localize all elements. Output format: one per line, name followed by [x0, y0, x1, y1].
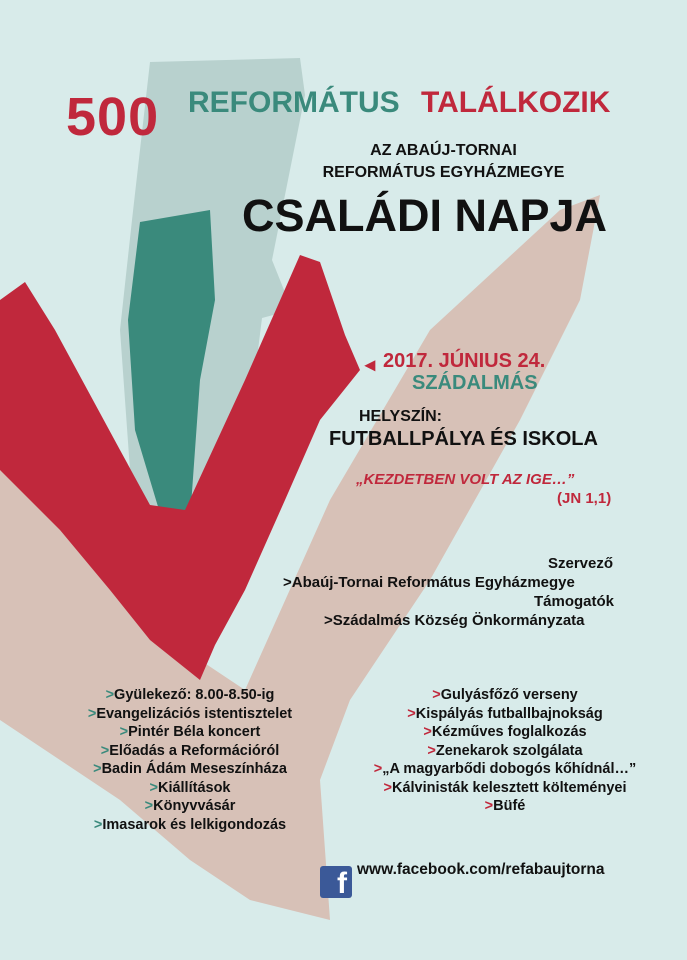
list-item [355, 705, 655, 724]
list-item-label: Előadás a Reformációról [109, 742, 280, 759]
list-item-label: Gulyásfőző verseny [440, 687, 578, 703]
arrow-icon: > [149, 779, 158, 796]
arrow-icon: > [432, 687, 441, 703]
venue-label: HELYSZÍN: [359, 408, 442, 425]
list-item-label: Könyvvásár [153, 798, 236, 814]
list-item-label: „A magyarbődi dobogós kőhídnál…” [382, 761, 637, 777]
header-word-talalkozik: TALÁLKOZIK [421, 86, 611, 119]
arrow-icon: > [423, 724, 432, 740]
header-word-reformatus: REFORMÁTUS [188, 86, 400, 119]
list-item-label: Kálvinisták kelesztett költeményei [391, 779, 627, 796]
arrow-icon: > [383, 779, 392, 796]
list-item [40, 686, 340, 705]
venue-name: FUTBALLPÁLYA ÉS ISKOLA [329, 428, 598, 450]
organizer-name: >Abaúj-Tornai Református Egyházmegye [283, 574, 575, 591]
list-item-label: Imasarok és lelkigondozás [102, 816, 287, 833]
arrow-icon: > [93, 761, 102, 777]
arrow-icon: > [87, 705, 97, 722]
number-500: 500 [66, 87, 160, 147]
organizer-label: Szervező [548, 555, 614, 572]
bible-quote: „KEZDETBEN VOLT AZ IGE…” [356, 471, 575, 488]
list-item [40, 705, 340, 724]
arrow-icon: > [484, 798, 494, 814]
facebook-icon[interactable] [320, 866, 352, 898]
arrow-icon: > [93, 816, 103, 833]
list-item-label: Büfé [493, 798, 526, 814]
program-list-right [355, 686, 655, 816]
list-item [355, 760, 655, 779]
supporters-label: Támogatók [534, 593, 615, 610]
arrow-icon: > [407, 705, 416, 722]
list-item [40, 723, 340, 742]
list-item [40, 742, 340, 761]
list-item-label: Pintér Béla koncert [128, 724, 261, 740]
arrow-icon: > [119, 724, 129, 740]
arrow-icon: > [144, 798, 154, 814]
bible-quote-reference: (JN 1,1) [557, 490, 612, 507]
program-list-left [40, 686, 340, 834]
organizer-line-2: REFORMÁTUS EGYHÁZMEGYE [322, 164, 565, 181]
arrow-icon: > [105, 687, 115, 703]
list-item-label: Kiállítások [157, 779, 231, 796]
facebook-glyph: f [337, 867, 347, 900]
event-place: SZÁDALMÁS [412, 372, 538, 394]
event-title: CSALÁDI NAPJA [242, 190, 608, 241]
date-arrow-icon: ◂ [365, 354, 376, 376]
facebook-url[interactable]: www.facebook.com/refabaujtorna [357, 861, 605, 878]
list-item-label: Kézműves foglalkozás [431, 724, 587, 740]
organizer-line-1: AZ ABAÚJ-TORNAI [370, 142, 517, 159]
list-item [40, 779, 340, 798]
supporter-name: >Szádalmás Község Önkormányzata [324, 612, 585, 629]
arrow-icon: > [100, 742, 110, 759]
list-item [355, 723, 655, 742]
arrow-icon: > [427, 742, 436, 759]
list-item [40, 816, 340, 835]
event-date: 2017. JÚNIUS 24. [383, 350, 546, 372]
list-item [40, 797, 340, 816]
list-item [355, 779, 655, 798]
list-item-label: Evangelizációs istentisztelet [96, 705, 293, 722]
list-item-label: Zenekarok szolgálata [435, 742, 583, 759]
list-item [355, 742, 655, 761]
list-item [355, 686, 655, 705]
list-item-label: Kispályás futballbajnokság [415, 705, 603, 722]
arrow-icon: > [373, 761, 383, 777]
list-item [355, 797, 655, 816]
list-item-label: Gyülekező: 8.00-8.50-ig [114, 687, 275, 703]
list-item-label: Badin Ádám Meseszínháza [101, 761, 287, 777]
list-item [40, 760, 340, 779]
